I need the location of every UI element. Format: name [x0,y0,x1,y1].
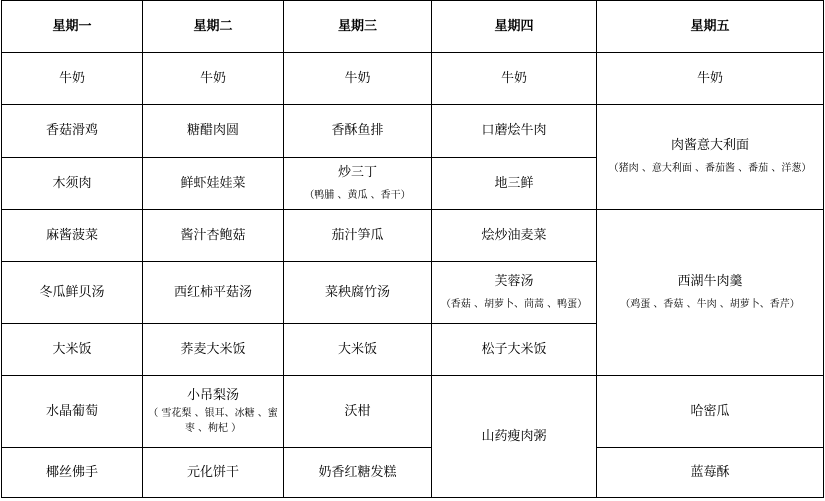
menu-cell: 荞麦大米饭 [143,324,284,376]
table-row [2,376,824,448]
header-monday: 星期一 [2,1,143,53]
menu-cell: 牛奶 [432,53,597,105]
dish-name: 小吊梨汤 [186,387,239,403]
menu-cell: 蓝莓酥 [597,448,824,498]
menu-cell: 香菇滑鸡 [2,105,143,158]
menu-cell: 哈密瓜 [597,376,824,448]
menu-cell: 奶香红糖发糕 [284,448,432,498]
table-row [2,53,824,105]
dish-name: 芙蓉汤 [494,273,534,289]
weekly-menu-table [1,0,824,498]
menu-cell: 酱汁杏鲍菇 [143,210,284,262]
dish-name: 肉酱意大利面 [670,138,749,153]
menu-cell: 山药瘦肉粥 [432,376,597,498]
menu-cell: 西红柿平菇汤 [143,262,284,324]
menu-cell: 冬瓜鲜贝汤 [2,262,143,324]
dish-name: 炒三丁 [337,164,377,180]
menu-cell [143,376,284,448]
menu-cell: 地三鲜 [432,158,597,210]
menu-cell: 牛奶 [143,53,284,105]
dish-ingredients: （猪肉 、意大利面 、番茄酱 、番茄 、洋葱） [608,163,812,174]
menu-cell: 元化饼干 [143,448,284,498]
dish-name: 西湖牛肉羹 [677,273,743,289]
menu-cell: 烩炒油麦菜 [432,210,597,262]
menu-cell [432,262,597,324]
menu-cell: 水晶葡萄 [2,376,143,448]
dish-ingredients: （香菇 、胡萝卜、茼蒿 、鸭蛋） [440,298,588,310]
menu-cell-friday-soup [597,210,824,376]
menu-cell [284,158,432,210]
header-tuesday: 星期二 [143,1,284,53]
menu-cell: 香酥鱼排 [284,105,432,158]
table-row [2,210,824,262]
menu-cell: 木须肉 [2,158,143,210]
table-row [2,448,824,498]
table-row [2,105,824,158]
menu-cell: 糖醋肉圆 [143,105,284,158]
header-wednesday: 星期三 [284,1,432,53]
menu-cell: 椰丝佛手 [2,448,143,498]
menu-cell: 牛奶 [284,53,432,105]
header-thursday: 星期四 [432,1,597,53]
menu-cell: 鲜虾娃娃菜 [143,158,284,210]
menu-cell-friday-pasta [597,105,824,210]
header-row [2,1,824,53]
dish-ingredients: （鸭脯 、黄瓜 、香干） [304,189,411,201]
menu-cell: 牛奶 [2,53,143,105]
header-friday: 星期五 [597,1,824,53]
menu-cell: 大米饭 [284,324,432,376]
menu-cell: 茄汁笋瓜 [284,210,432,262]
menu-cell: 大米饭 [2,324,143,376]
dish-ingredients: （ 雪花梨 、银耳、冰糖 、蜜枣 、枸杞 ） [148,407,278,434]
menu-cell: 麻酱菠菜 [2,210,143,262]
menu-cell: 菜秧腐竹汤 [284,262,432,324]
menu-cell: 松子大米饭 [432,324,597,376]
menu-cell: 牛奶 [597,53,824,105]
menu-cell: 口蘑烩牛肉 [432,105,597,158]
menu-cell: 沃柑 [284,376,432,448]
dish-ingredients: （鸡蛋 、香菇 、牛肉 、胡萝卜、香芹） [620,298,800,310]
